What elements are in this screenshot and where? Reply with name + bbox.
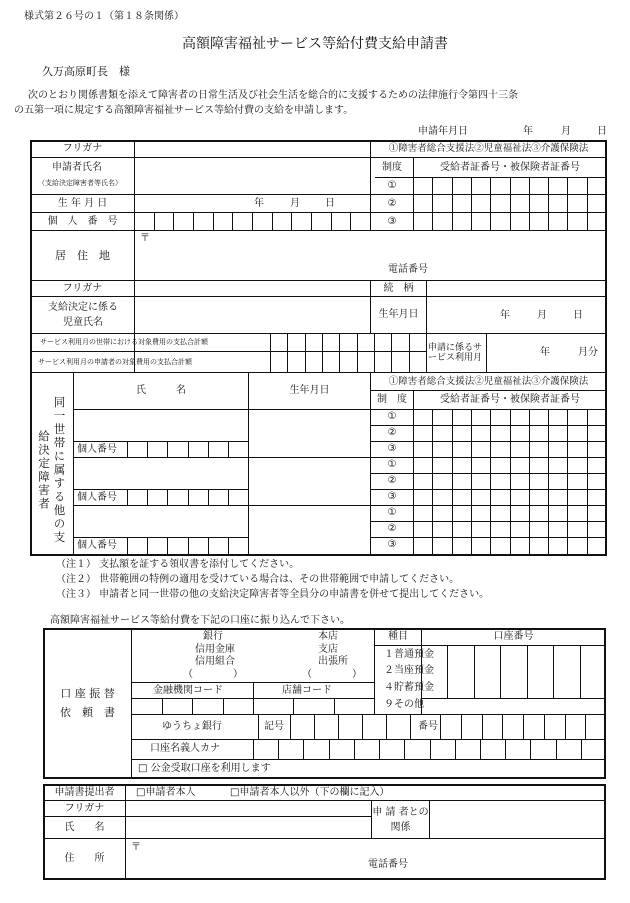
account-type-1: １普通預金 bbox=[384, 649, 434, 660]
cert-top-divider bbox=[452, 177, 453, 230]
date-month: 月 bbox=[561, 126, 571, 137]
cert-top-divider bbox=[548, 177, 549, 230]
pn-top-divider bbox=[193, 212, 194, 230]
account-type-4: ９その他 bbox=[384, 699, 424, 710]
amount-applicant-divider bbox=[322, 351, 323, 372]
branch-code-label: 店舗コード bbox=[282, 685, 332, 696]
yucho-divider bbox=[290, 714, 291, 739]
yucho-label: ゆうちょ銀行 bbox=[162, 721, 222, 732]
hh-pn-1-divider bbox=[147, 441, 148, 457]
hh-pn-3-divider bbox=[228, 537, 229, 555]
service-month: 月分 bbox=[578, 347, 598, 358]
account-number-divider bbox=[580, 645, 581, 698]
amount-household-divider bbox=[287, 333, 288, 351]
holder-kana-divider bbox=[455, 739, 456, 759]
holder-kana-divider bbox=[556, 739, 557, 759]
cert-top-divider bbox=[432, 177, 433, 230]
cert-top-divider bbox=[587, 177, 588, 230]
page-title: 高額障害福祉サービス等給付費支給申請書 bbox=[182, 36, 448, 52]
relation-label: 続 柄 bbox=[383, 282, 414, 294]
pn-top-divider bbox=[173, 212, 174, 230]
bank-side-label-1: 口 座 振 替 bbox=[60, 686, 115, 700]
birth-day: 日 bbox=[325, 198, 335, 209]
submitter-relation-label: 申 請 者との関係 bbox=[372, 806, 429, 833]
amount-applicant-divider bbox=[305, 351, 306, 372]
child-name-label: 支給決定に係る児童氏名 bbox=[48, 302, 118, 328]
pn-top-divider bbox=[154, 212, 155, 230]
bank-type-1: 銀行 bbox=[203, 631, 223, 642]
child-day: 日 bbox=[573, 310, 583, 321]
yucho-symbol-divider bbox=[314, 714, 315, 739]
service-month-label: 申請に係るサービス利用月 bbox=[428, 342, 483, 363]
household-num: ③ bbox=[387, 539, 397, 550]
yucho-number-divider bbox=[461, 714, 462, 739]
account-type-3: ４貯蓄預金 bbox=[384, 682, 434, 693]
hh-cert-divider bbox=[587, 409, 588, 555]
bank-type-3: 信用組合 bbox=[195, 656, 235, 667]
intro-line-2: の五第一項に規定する高額障害福祉サービス等給付費の支給を申請します。 bbox=[14, 105, 354, 116]
household-num: ① bbox=[387, 411, 397, 422]
household-total-label: サービス利用月の世帯における対象費用の支払合計額 bbox=[40, 338, 208, 346]
child-month: 月 bbox=[537, 310, 547, 321]
service-year: 年 bbox=[540, 347, 550, 358]
cert-top-divider bbox=[490, 177, 491, 230]
hh-cert-divider bbox=[548, 409, 549, 555]
hh-pn-3-divider bbox=[188, 537, 189, 555]
yucho-symbol-divider bbox=[362, 714, 363, 739]
amount-applicant-divider bbox=[374, 351, 375, 372]
holder-kana-divider bbox=[581, 739, 582, 759]
hh-pn-1-divider bbox=[228, 441, 229, 457]
amount-household-divider bbox=[357, 333, 358, 351]
submitter-address-label: 住 所 bbox=[64, 853, 105, 864]
inst-code-divider bbox=[162, 698, 163, 714]
yucho-number-divider bbox=[544, 714, 545, 739]
personal-number-label: 個 人 番 号 bbox=[47, 215, 118, 227]
bank-side-label bbox=[44, 629, 131, 778]
hh-cert-divider bbox=[510, 409, 511, 555]
holder-kana-label: 口座名義人カナ bbox=[150, 743, 220, 754]
amount-household-divider bbox=[322, 333, 323, 351]
pn-top-divider bbox=[272, 212, 273, 230]
hh-pn-3-divider bbox=[147, 537, 148, 555]
birthdate-label: 生 年 月 日 bbox=[57, 197, 108, 209]
amount-household-divider bbox=[391, 333, 392, 351]
holder-kana-divider bbox=[354, 739, 355, 759]
submitter-other-checkbox[interactable]: □申請者本人以外（下の欄に記入） bbox=[230, 787, 390, 798]
pn-top-divider bbox=[291, 212, 292, 230]
address-label: 居 住 地 bbox=[55, 248, 110, 262]
household-cert-header: 受給者証番号・被保険者証番号 bbox=[440, 394, 580, 405]
yucho-number-divider bbox=[565, 714, 566, 739]
household-num: ② bbox=[387, 475, 397, 486]
holder-kana-divider bbox=[430, 739, 431, 759]
branch-type-2: 支店 bbox=[318, 644, 338, 655]
account-header: 口座番号 bbox=[493, 631, 534, 642]
household-num: ③ bbox=[387, 443, 397, 454]
submitter-table bbox=[43, 784, 606, 880]
hh-cert-divider bbox=[452, 409, 453, 555]
cert-header-top: 受給者証番号・被保険者証番号 bbox=[440, 161, 580, 173]
submitter-postal-mark: 〒 bbox=[131, 842, 141, 853]
birth-year: 年 bbox=[254, 198, 264, 209]
form-number: 様式第２６号の１（第１８条関係） bbox=[24, 11, 184, 22]
date-year: 年 bbox=[523, 126, 533, 137]
holder-kana-divider bbox=[404, 739, 405, 759]
branch-code-divider bbox=[293, 698, 294, 714]
hh-cert-divider bbox=[432, 409, 433, 555]
symbol-label: 記号 bbox=[264, 721, 284, 732]
cert-top-divider bbox=[529, 177, 530, 230]
num-3: ③ bbox=[387, 215, 397, 227]
system-label: 制度 bbox=[382, 161, 402, 173]
holder-kana-divider bbox=[278, 739, 279, 759]
holder-kana-divider bbox=[379, 739, 380, 759]
pn-top-divider bbox=[311, 212, 312, 230]
amount-applicant-divider bbox=[287, 351, 288, 372]
pn-top-divider bbox=[252, 212, 253, 230]
account-number-divider bbox=[474, 645, 475, 698]
hh-cert-divider bbox=[490, 409, 491, 555]
household-num: ① bbox=[387, 459, 397, 470]
hh-pn-left-divider bbox=[127, 441, 128, 457]
child-birthdate-label: 生年月日 bbox=[378, 309, 419, 320]
household-num: ② bbox=[387, 427, 397, 438]
household-pn-label-3: 個人番号 bbox=[77, 540, 117, 551]
hh-pn-left-divider bbox=[127, 537, 128, 555]
pn-top-divider bbox=[331, 212, 332, 230]
note-1: （注１） 支払額を証する領収書を添付してください。 bbox=[56, 559, 300, 570]
date-label: 申請年月日 bbox=[418, 126, 468, 137]
amount-applicant-divider bbox=[339, 351, 340, 372]
hh-pn-2-divider bbox=[188, 489, 189, 505]
birth-month: 月 bbox=[290, 198, 300, 209]
amount-applicant-divider bbox=[409, 351, 410, 372]
household-pn-label-1: 個人番号 bbox=[77, 444, 117, 455]
phone-label: 電話番号 bbox=[388, 264, 428, 275]
yucho-divider bbox=[440, 714, 441, 739]
hh-cert-divider bbox=[567, 409, 568, 555]
child-furigana-label: フリガナ bbox=[62, 282, 103, 294]
bank-type-2: 信用金庫 bbox=[195, 644, 235, 655]
hh-pn-2-divider bbox=[147, 489, 148, 505]
pn-top-divider bbox=[350, 212, 351, 230]
account-type-2: ２当座預金 bbox=[384, 665, 434, 676]
household-birth-header: 生年月日 bbox=[289, 385, 330, 396]
cert-top-divider bbox=[567, 177, 568, 230]
submitter-name-label: 氏 名 bbox=[64, 821, 105, 833]
holder-kana-divider bbox=[303, 739, 304, 759]
hh-cert-divider bbox=[529, 409, 530, 555]
submitter-label: 申請書提出者 bbox=[54, 786, 115, 798]
household-name-header: 氏 名 bbox=[136, 385, 186, 396]
hh-pn-3-divider bbox=[167, 537, 168, 555]
hh-pn-2-divider bbox=[228, 489, 229, 505]
yucho-divider bbox=[410, 714, 411, 739]
postal-mark: 〒 bbox=[140, 233, 150, 244]
hh-pn-1-divider bbox=[208, 441, 209, 457]
note-3: （注３） 申請者と同一世帯の他の支給決定障害者等全員分の申請書を併せて提出してください。 bbox=[56, 589, 490, 600]
holder-kana-divider bbox=[329, 739, 330, 759]
household-pn-label-2: 個人番号 bbox=[77, 492, 117, 503]
submitter-self-checkbox[interactable]: □申請者本人 bbox=[136, 787, 196, 798]
child-year: 年 bbox=[500, 310, 510, 321]
household-system-label: 制 度 bbox=[377, 394, 407, 405]
holder-kana-divider bbox=[505, 739, 506, 759]
hh-pn-left-divider bbox=[127, 489, 128, 505]
note-2: （注２） 世帯範囲の特例の適用を受けている場合は、その世帯範囲で申請してください。 bbox=[56, 574, 460, 585]
yucho-number-divider bbox=[523, 714, 524, 739]
account-number-divider bbox=[447, 645, 448, 698]
applicant-name-label: 申請者氏名 bbox=[52, 162, 102, 173]
pn-top-divider bbox=[232, 212, 233, 230]
yucho-symbol-divider bbox=[338, 714, 339, 739]
amount-household-divider bbox=[374, 333, 375, 351]
amount-applicant-divider bbox=[391, 351, 392, 372]
submitter-furigana-label: フリガナ bbox=[64, 802, 105, 814]
num-2: ② bbox=[387, 197, 397, 209]
amount-applicant-divider bbox=[357, 351, 358, 372]
household-num: ③ bbox=[387, 491, 397, 502]
inst-code-divider bbox=[192, 698, 193, 714]
institution-code-label: 金融機関コード bbox=[153, 685, 223, 696]
household-num: ② bbox=[387, 523, 397, 534]
account-number-divider bbox=[553, 645, 554, 698]
addressee: 久万高原町長 様 bbox=[42, 65, 130, 78]
household-num: ① bbox=[387, 507, 397, 518]
yucho-symbol-divider bbox=[386, 714, 387, 739]
type-header: 種目 bbox=[388, 631, 408, 642]
branch-type-3: 出張所 bbox=[318, 656, 348, 667]
cert-top-divider bbox=[510, 177, 511, 230]
bank-intro: 高額障害福祉サービス等給付費を下記の口座に振り込んで下さい。 bbox=[50, 615, 350, 626]
cert-top-divider bbox=[471, 177, 472, 230]
num-1: ① bbox=[387, 179, 397, 191]
pn-top-divider bbox=[213, 212, 214, 230]
furigana-label: フリガナ bbox=[62, 143, 103, 154]
hh-pn-3-divider bbox=[208, 537, 209, 555]
yucho-number-divider bbox=[585, 714, 586, 739]
law-header-top: ①障害者総合支援法②児童福祉法③介護保険法 bbox=[388, 143, 589, 155]
yucho-number-divider bbox=[502, 714, 503, 739]
date-day: 日 bbox=[597, 126, 607, 137]
intro-line-1: 次のとおり関係書類を添えて障害者の日常生活及び社会生活を総合的に支援するための法律施行令第四十三条 bbox=[28, 90, 518, 101]
inst-code-divider bbox=[223, 698, 224, 714]
account-number-divider bbox=[500, 645, 501, 698]
account-number-divider bbox=[527, 645, 528, 698]
holder-kana-divider bbox=[530, 739, 531, 759]
hh-pn-1-divider bbox=[188, 441, 189, 457]
bank-side-label-2: 依 頼 書 bbox=[60, 705, 115, 719]
amount-household-divider bbox=[339, 333, 340, 351]
bank-paren: （ ） bbox=[183, 669, 243, 680]
number-label: 番号 bbox=[418, 721, 438, 732]
branch-code-divider bbox=[334, 698, 335, 714]
yucho-number-divider bbox=[482, 714, 483, 739]
applicant-total-label: サービス利用月の申請者の対象費用の支払合計額 bbox=[38, 358, 192, 366]
holder-kana-divider bbox=[480, 739, 481, 759]
household-law-header: ①障害者総合支援法②児童福祉法③介護保険法 bbox=[388, 375, 589, 387]
hh-pn-1-divider bbox=[167, 441, 168, 457]
hh-pn-2-divider bbox=[167, 489, 168, 505]
amount-household-divider bbox=[409, 333, 410, 351]
applicant-name-sub: （支給決定障害者等氏名） bbox=[38, 179, 122, 187]
amount-household-divider bbox=[305, 333, 306, 351]
hh-pn-2-divider bbox=[208, 489, 209, 505]
branch-type-1: 本店 bbox=[318, 631, 338, 642]
branch-paren: （ ） bbox=[302, 669, 362, 680]
public-account-checkbox[interactable]: □ 公金受取口座を利用します bbox=[138, 763, 271, 774]
submitter-phone-label: 電話番号 bbox=[368, 859, 408, 870]
hh-cert-divider bbox=[471, 409, 472, 555]
household-side-label: 同一世帯に属する他の支給決定障害者 bbox=[37, 395, 67, 545]
